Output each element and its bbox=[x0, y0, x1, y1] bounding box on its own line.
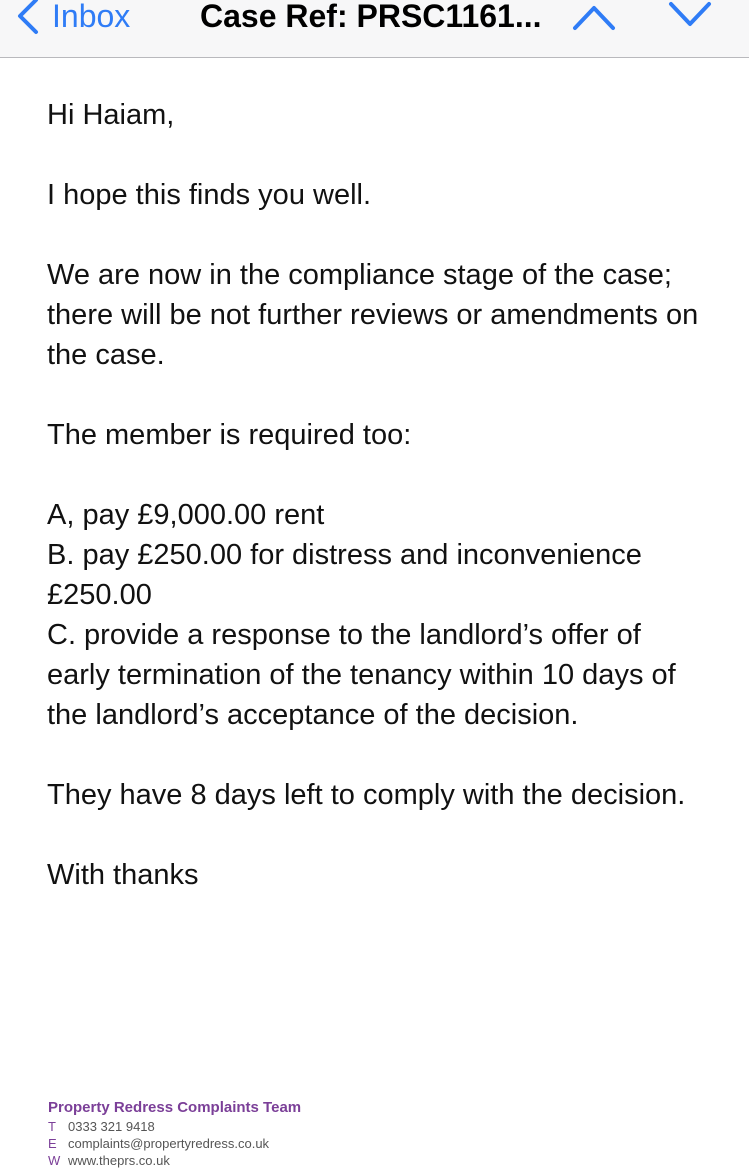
deadline-paragraph: They have 8 days left to comply with the decision. bbox=[47, 779, 686, 811]
next-message-button[interactable] bbox=[666, 0, 714, 32]
back-label: Inbox bbox=[52, 0, 131, 34]
email-subject-title: Case Ref: PRSC1161... bbox=[200, 0, 542, 34]
phone-link[interactable]: 0333 321 9418 bbox=[68, 1119, 155, 1134]
email-body bbox=[47, 95, 707, 895]
requirement-c: C. provide a response to the landlord’s offer of early termination of the tenancy within 10 days of the landlord’s acceptance of the decision. bbox=[47, 619, 676, 731]
nav-bar bbox=[0, 0, 749, 58]
requirement-b: B. pay £250.00 for distress and inconvenience £250.00 bbox=[47, 539, 642, 611]
chevron-left-icon bbox=[14, 0, 40, 36]
requirement-a: A, pay £9,000.00 rent bbox=[47, 499, 325, 531]
signature-phone-row bbox=[48, 1118, 448, 1135]
chevron-down-icon bbox=[666, 0, 714, 32]
chevron-up-icon bbox=[570, 0, 618, 32]
compliance-paragraph: We are now in the compliance stage of the case; there will be not further reviews or amendments on the case. bbox=[47, 259, 699, 371]
closing: With thanks bbox=[47, 859, 199, 891]
email-label: E bbox=[48, 1136, 57, 1151]
web-label: W bbox=[48, 1153, 61, 1168]
intro-line: I hope this finds you well. bbox=[47, 179, 372, 211]
email-link[interactable]: complaints@propertyredress.co.uk bbox=[68, 1136, 270, 1151]
back-to-inbox-button[interactable] bbox=[14, 0, 130, 38]
signature-team: Property Redress Complaints Team bbox=[48, 1099, 302, 1116]
requirements-intro: The member is required too: bbox=[47, 419, 412, 451]
signature-email-row bbox=[48, 1135, 448, 1152]
greeting: Hi Haiam, bbox=[47, 99, 175, 131]
phone-label: T bbox=[48, 1119, 56, 1134]
web-link[interactable]: www.theprs.co.uk bbox=[68, 1153, 170, 1168]
previous-message-button[interactable] bbox=[570, 0, 618, 32]
email-signature bbox=[48, 1098, 448, 1169]
